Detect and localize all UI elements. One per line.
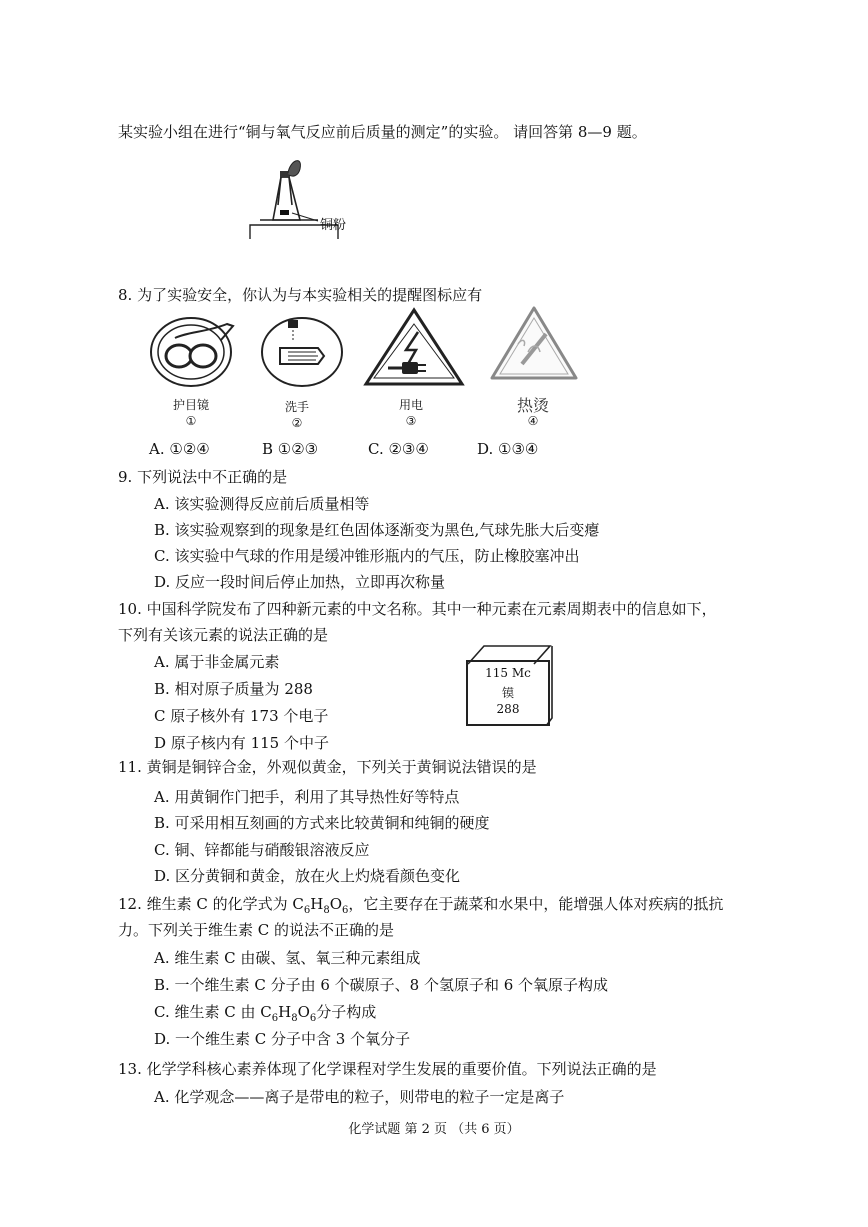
- q8-stem: 8. 为了实验安全，你认为与本实验相关的提醒图标应有: [118, 286, 483, 304]
- q11-option-c: C. 铜、锌都能与硝酸银溶液反应: [154, 841, 370, 859]
- q9-option-d: D. 反应一段时间后停止加热，立即再次称量: [154, 573, 446, 591]
- handwash-icon: [258, 312, 348, 392]
- element-name: 镆: [501, 686, 514, 700]
- goggles-icon: [147, 312, 237, 392]
- q9-option-a: A. 该实验测得反应前后质量相等: [154, 495, 370, 513]
- q11-option-d: D. 区分黄铜和黄金，放在火上灼烧看颜色变化: [154, 867, 461, 885]
- q11-option-b: B. 可采用相互刻画的方式来比较黄铜和纯铜的硬度: [154, 814, 490, 832]
- q12-option-a: A. 维生素 C 由碳、氢、氧三种元素组成: [154, 949, 421, 967]
- element-number-symbol: 115 Mc: [485, 666, 531, 680]
- q11-stem: 11. 黄铜是铜锌合金，外观似黄金，下列关于黄铜说法错误的是: [118, 758, 537, 776]
- icon-label-3: 用电: [398, 398, 423, 412]
- q8-option-c: C. ②③④: [368, 440, 429, 458]
- hot-icon: [488, 304, 580, 384]
- icon-label-2: 洗手: [284, 400, 309, 414]
- q9-option-c: C. 该实验中气球的作用是缓冲锥形瓶内的气压，防止橡胶塞冲出: [154, 547, 580, 565]
- icon-label-4: 热烫: [516, 396, 549, 415]
- q12-stem-line2: 力。下列关于维生素 C 的说法不正确的是: [118, 921, 395, 939]
- icon-num-1: ①: [185, 414, 197, 428]
- icon-label-1: 护目镜: [172, 398, 209, 412]
- q10-option-d: D 原子核内有 115 个中子: [154, 734, 329, 752]
- q10-stem-line1: 10. 中国科学院发布了四种新元素的中文名称。其中一种元素在元素周期表中的信息如下，: [118, 600, 717, 618]
- icon-num-3: ③: [405, 414, 417, 428]
- q13-stem: 13. 化学学科核心素养体现了化学课程对学生发展的重要价值。下列说法正确的是: [118, 1060, 657, 1078]
- q10-option-c: C 原子核外有 173 个电子: [154, 707, 329, 725]
- q11-option-a: A. 用黄铜作门把手，利用了其导热性好等特点: [154, 788, 460, 806]
- element-card: [466, 660, 550, 726]
- electric-icon: [362, 306, 466, 388]
- q12-stem-line1: 12. 维生素 C 的化学式为 $C_6H_8O_6$，它主要存在于蔬菜和水果中，能增强人体对疾病的抵抗: [118, 895, 724, 916]
- q13-option-a: A. 化学观念——离子是带电的粒子，则带电的粒子一定是离子: [154, 1088, 565, 1106]
- apparatus-label: 铜粉: [320, 218, 347, 233]
- q9-stem: 9. 下列说法中不正确的是: [118, 468, 288, 486]
- q8-option-d: D. ①③④: [477, 440, 539, 458]
- q10-option-a: A. 属于非金属元素: [154, 653, 280, 671]
- q10-stem-line2: 下列有关该元素的说法正确的是: [118, 626, 329, 644]
- page-footer: 化学试题 第 2 页 （共 6 页）: [348, 1122, 520, 1137]
- q10-option-b: B. 相对原子质量为 288: [154, 680, 313, 698]
- element-mass: 288: [496, 702, 520, 716]
- q12-option-d: D. 一个维生素 C 分子中含 3 个氧分子: [154, 1030, 411, 1048]
- q12-option-b: B. 一个维生素 C 分子由 6 个碳原子、8 个氢原子和 6 个氧原子构成: [154, 976, 609, 994]
- q9-option-b: B. 该实验观察到的现象是红色固体逐渐变为黑色,气球先胀大后变瘪: [154, 521, 600, 539]
- intro-text: 某实验小组在进行“铜与氧气反应前后质量的测定”的实验。 请回答第 8—9 题。: [118, 123, 647, 141]
- q12-option-c: C. 维生素 C 由 $C_6H_8O_6$分子构成: [154, 1003, 377, 1024]
- icon-num-4: ④: [527, 414, 539, 428]
- q8-option-b: B ①②③: [262, 440, 319, 458]
- icon-num-2: ②: [291, 416, 303, 430]
- q8-option-a: A. ①②④: [149, 440, 210, 458]
